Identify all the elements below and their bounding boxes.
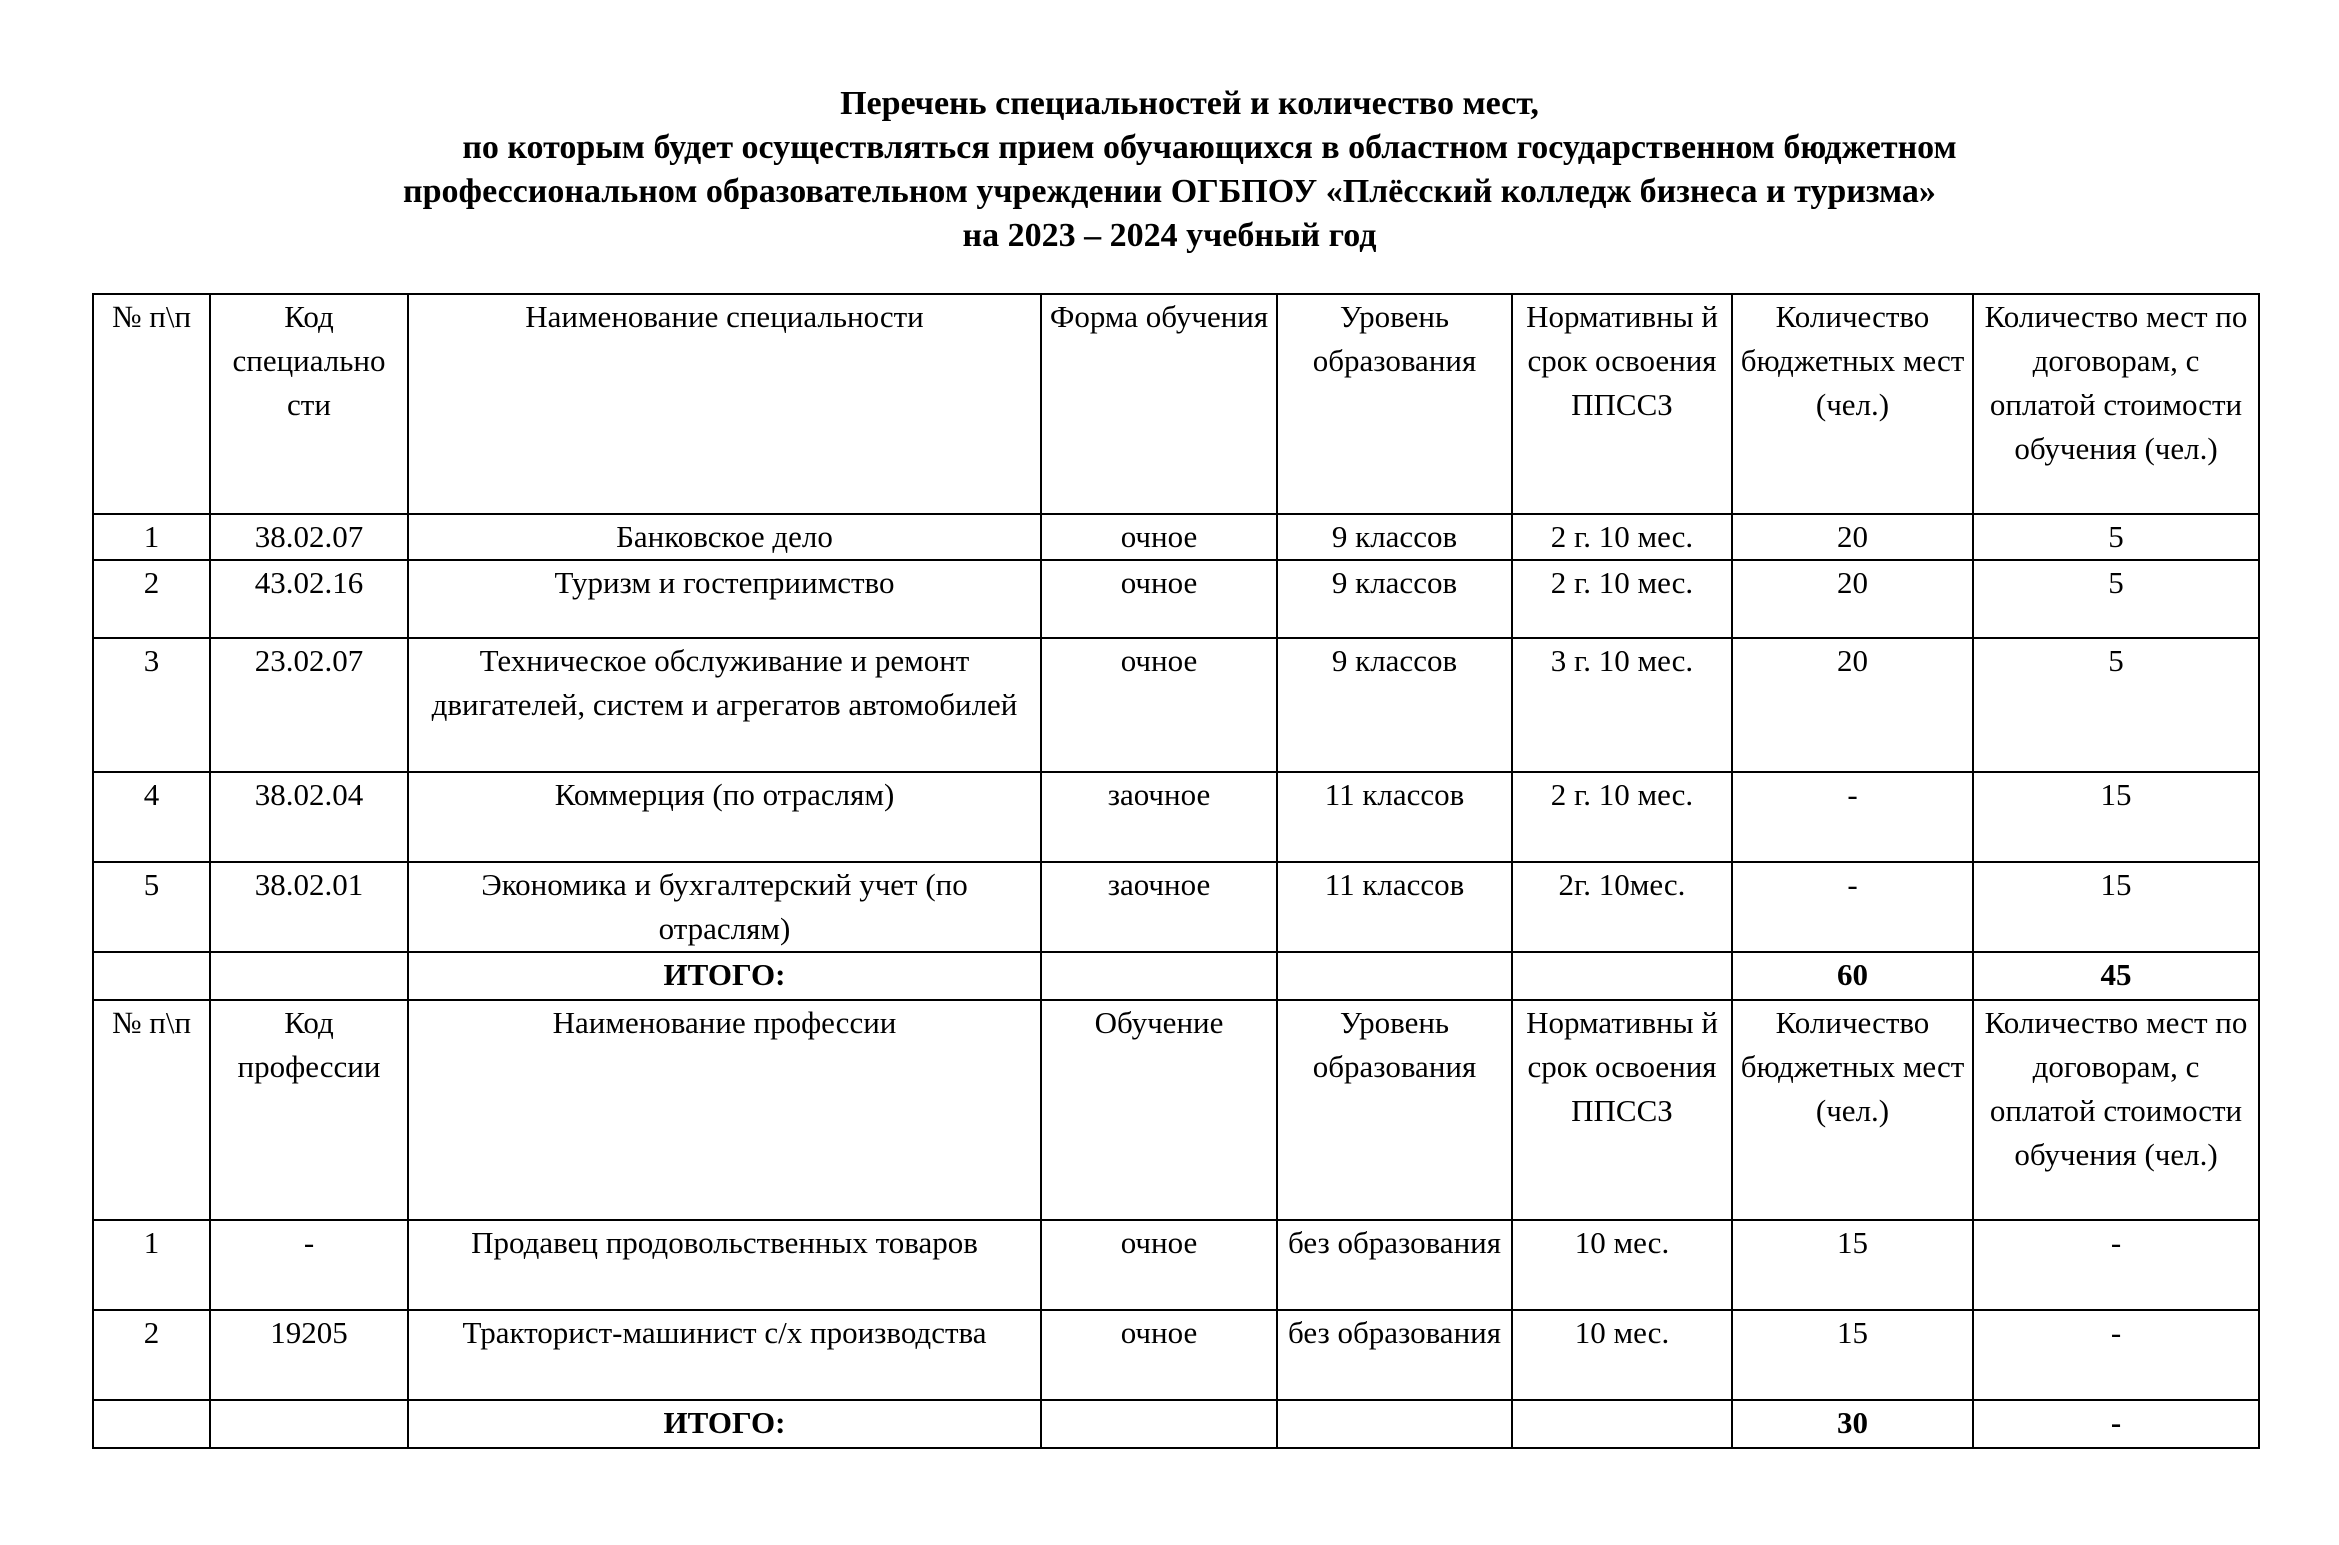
cell-code: 23.02.07 <box>210 638 408 772</box>
table-row <box>93 638 2259 772</box>
cell-empty <box>1041 1400 1277 1448</box>
header-budget: Количество бюджетных мест (чел.) <box>1732 1000 1973 1220</box>
total-contract: - <box>1973 1400 2259 1448</box>
cell-term: 2г. 10мес. <box>1512 862 1732 952</box>
cell-empty <box>1041 952 1277 1000</box>
cell-code: 19205 <box>210 1310 408 1400</box>
cell-contract: 5 <box>1973 514 2259 560</box>
cell-name: Туризм и гостеприимство <box>408 560 1041 638</box>
cell-level: 9 классов <box>1277 638 1512 772</box>
admission-table <box>92 293 2260 1449</box>
heading-line-4: на 2023 – 2024 учебный год <box>962 217 1377 254</box>
header-form: Форма обучения <box>1041 294 1277 514</box>
cell-name: Экономика и бухгалтерский учет (по отраслям) <box>408 862 1041 952</box>
cell-term: 2 г. 10 мес. <box>1512 514 1732 560</box>
heading-line-2: по которым будет осуществляться прием обучающихся в областном государственном бюджетном <box>462 129 1957 166</box>
cell-form: заочное <box>1041 772 1277 862</box>
cell-empty <box>1512 1400 1732 1448</box>
header-form: Обучение <box>1041 1000 1277 1220</box>
table-row <box>93 862 2259 952</box>
header-num: № п\п <box>93 294 210 514</box>
heading-line-3: профессиональном образовательном учреждении ОГБПОУ «Плёсский колледж бизнеса и туризма» <box>403 173 1936 210</box>
cell-form: очное <box>1041 514 1277 560</box>
header-budget: Количество бюджетных мест (чел.) <box>1732 294 1973 514</box>
header-name: Наименование профессии <box>408 1000 1041 1220</box>
cell-contract: 15 <box>1973 772 2259 862</box>
cell-num: 3 <box>93 638 210 772</box>
table-row <box>93 1310 2259 1400</box>
cell-num: 2 <box>93 560 210 638</box>
cell-name: Продавец продовольственных товаров <box>408 1220 1041 1310</box>
header-num: № п\п <box>93 1000 210 1220</box>
cell-empty <box>1277 1400 1512 1448</box>
cell-num: 1 <box>93 514 210 560</box>
cell-empty <box>210 952 408 1000</box>
cell-budget: 20 <box>1732 514 1973 560</box>
cell-form: очное <box>1041 638 1277 772</box>
professions-header-row <box>93 1000 2259 1220</box>
cell-empty <box>1512 952 1732 1000</box>
header-term: Нормативны й срок освоения ППССЗ <box>1512 1000 1732 1220</box>
cell-budget: 20 <box>1732 560 1973 638</box>
cell-name: Техническое обслуживание и ремонт двигателей, систем и агрегатов автомобилей <box>408 638 1041 772</box>
specialties-total-row <box>93 952 2259 1000</box>
cell-contract: - <box>1973 1310 2259 1400</box>
table-row <box>93 560 2259 638</box>
professions-total-row <box>93 1400 2259 1448</box>
total-contract: 45 <box>1973 952 2259 1000</box>
table-row <box>93 772 2259 862</box>
header-code: Код специально сти <box>210 294 408 514</box>
cell-num: 2 <box>93 1310 210 1400</box>
cell-contract: 5 <box>1973 638 2259 772</box>
cell-num: 1 <box>93 1220 210 1310</box>
table-row <box>93 514 2259 560</box>
cell-form: очное <box>1041 1310 1277 1400</box>
cell-empty <box>93 1400 210 1448</box>
header-term: Нормативны й срок освоения ППССЗ <box>1512 294 1732 514</box>
cell-code: 38.02.01 <box>210 862 408 952</box>
cell-term: 3 г. 10 мес. <box>1512 638 1732 772</box>
cell-level: без образования <box>1277 1310 1512 1400</box>
cell-name: Коммерция (по отраслям) <box>408 772 1041 862</box>
document-heading <box>0 82 2339 258</box>
cell-empty <box>93 952 210 1000</box>
cell-name: Банковское дело <box>408 514 1041 560</box>
cell-code: 38.02.04 <box>210 772 408 862</box>
heading-line-1: Перечень специальностей и количество мест, <box>840 85 1539 122</box>
total-label: ИТОГО: <box>408 1400 1041 1448</box>
cell-contract: 15 <box>1973 862 2259 952</box>
cell-code: - <box>210 1220 408 1310</box>
cell-num: 4 <box>93 772 210 862</box>
cell-budget: 15 <box>1732 1220 1973 1310</box>
header-name: Наименование специальности <box>408 294 1041 514</box>
cell-level: без образования <box>1277 1220 1512 1310</box>
cell-term: 10 мес. <box>1512 1310 1732 1400</box>
cell-empty <box>210 1400 408 1448</box>
header-code: Код профессии <box>210 1000 408 1220</box>
cell-form: заочное <box>1041 862 1277 952</box>
total-budget: 30 <box>1732 1400 1973 1448</box>
cell-term: 2 г. 10 мес. <box>1512 772 1732 862</box>
table-row <box>93 1220 2259 1310</box>
cell-form: очное <box>1041 1220 1277 1310</box>
cell-contract: - <box>1973 1220 2259 1310</box>
cell-level: 11 классов <box>1277 862 1512 952</box>
header-level: Уровень образования <box>1277 294 1512 514</box>
cell-name: Тракторист-машинист с/х производства <box>408 1310 1041 1400</box>
header-contract: Количество мест по договорам, с оплатой стоимости обучения (чел.) <box>1973 294 2259 514</box>
header-level: Уровень образования <box>1277 1000 1512 1220</box>
specialties-header-row <box>93 294 2259 514</box>
total-budget: 60 <box>1732 952 1973 1000</box>
cell-level: 9 классов <box>1277 560 1512 638</box>
cell-term: 2 г. 10 мес. <box>1512 560 1732 638</box>
cell-contract: 5 <box>1973 560 2259 638</box>
cell-budget: - <box>1732 772 1973 862</box>
header-contract: Количество мест по договорам, с оплатой стоимости обучения (чел.) <box>1973 1000 2259 1220</box>
cell-term: 10 мес. <box>1512 1220 1732 1310</box>
total-label: ИТОГО: <box>408 952 1041 1000</box>
cell-level: 11 классов <box>1277 772 1512 862</box>
cell-num: 5 <box>93 862 210 952</box>
cell-budget: 15 <box>1732 1310 1973 1400</box>
cell-level: 9 классов <box>1277 514 1512 560</box>
cell-code: 43.02.16 <box>210 560 408 638</box>
cell-form: очное <box>1041 560 1277 638</box>
cell-budget: 20 <box>1732 638 1973 772</box>
cell-empty <box>1277 952 1512 1000</box>
cell-budget: - <box>1732 862 1973 952</box>
cell-code: 38.02.07 <box>210 514 408 560</box>
